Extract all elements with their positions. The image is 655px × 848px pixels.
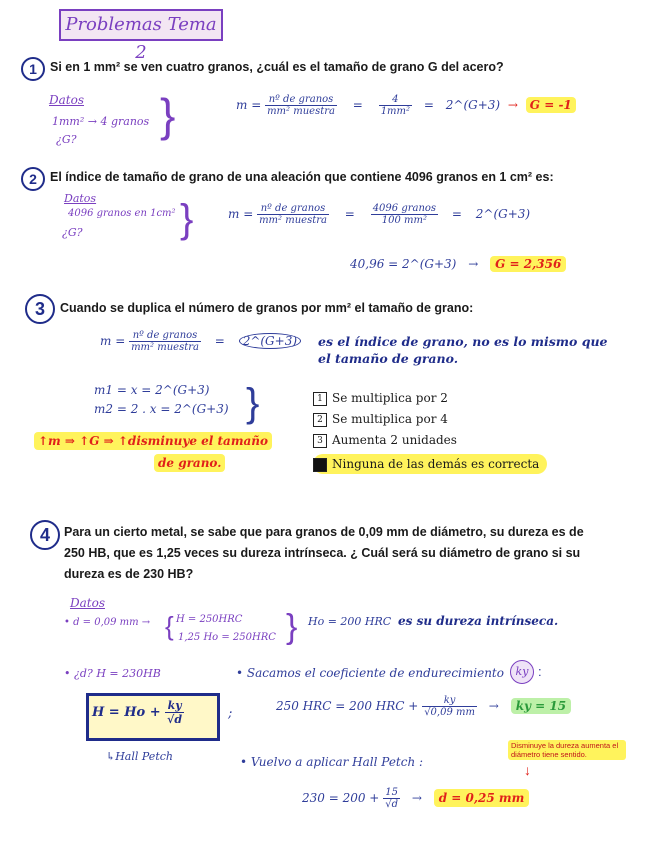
question-2-number: 2	[21, 167, 45, 191]
q2-val-num: 4096 granos	[372, 203, 437, 214]
q3-option-4-box[interactable]	[313, 458, 327, 472]
q2-datos-line2: ¿G?	[62, 226, 83, 239]
q1-frac-den: mm² muestra	[267, 106, 335, 117]
q3-m1: m1 = x = 2^(G+3)	[94, 383, 210, 397]
question-1-text: Si en 1 mm² se ven cuatro granos, ¿cuál es el tamaño de grano G del acero?	[50, 60, 504, 74]
q1-datos-label: Datos	[49, 93, 84, 107]
q4-step1: • Sacamos el coeficiente de endurecimiento	[236, 666, 504, 680]
q4-d1: • d = 0,09 mm →	[64, 617, 151, 628]
q4-ho: Ho = 200 HRC	[308, 615, 392, 628]
q4-eq2-arrow: →	[411, 791, 422, 805]
q1-power: 2^(G+3)	[445, 98, 501, 112]
q3-option-4-label: Ninguna de las demás es correcta	[332, 457, 540, 471]
q4-step2: • Vuelvo a aplicar Hall Petch :	[240, 755, 424, 769]
q1-brace: }	[160, 89, 176, 141]
question-3-text: Cuando se duplica el número de granos por mm² el tamaño de grano:	[60, 301, 474, 315]
q4-eq2-den: √d	[385, 799, 398, 810]
q1-value-fraction	[379, 94, 412, 117]
q1-val-num: 4	[379, 94, 412, 106]
q3-eq2: =	[214, 334, 225, 348]
q2-eq3: =	[451, 207, 462, 221]
q2-equation	[228, 203, 530, 226]
q2-frac-den: mm² muestra	[259, 215, 327, 226]
q2-val-den: 100 mm²	[381, 215, 427, 226]
q2-eq2: =	[344, 207, 355, 221]
q4-note: Disminuye la dureza aumenta el diámetro tiene sentido.	[508, 740, 626, 760]
q2-frac-num: nº de granos	[257, 203, 329, 215]
question-4-text-line1: Para un cierto metal, se sabe que para granos de 0,09 mm de diámetro, su dureza es de	[64, 525, 584, 539]
q1-result: G = -1	[526, 97, 576, 113]
question-2-text: El índice de tamaño de grano de una aleación que contiene 4096 granos en 1 cm² es:	[50, 170, 554, 184]
q1-frac-num: nº de granos	[265, 94, 337, 106]
q3-option-2[interactable]	[313, 412, 547, 433]
q4-ky-circle: ky	[510, 660, 534, 684]
q2-result-line	[350, 257, 566, 271]
q4-h1: H = 250HRC	[176, 614, 243, 625]
q1-eq3: =	[423, 98, 434, 112]
hall-petch-formula	[92, 699, 184, 726]
hp-left: H = Ho +	[92, 705, 161, 720]
q3-comment: es el índice de grano, no es lo mismo que el tamaño de grano.	[318, 334, 608, 366]
hp-den: √d	[167, 713, 183, 726]
q2-brace: }	[180, 197, 194, 241]
q3-conclusion-2-wrap	[154, 456, 225, 470]
q3-equation	[100, 330, 301, 353]
q3-option-2-label: Se multiplica por 4	[332, 412, 448, 426]
q1-datos-line2: ¿G?	[56, 133, 77, 146]
q3-conclusion-2: de grano.	[154, 454, 225, 472]
q3-option-3-label: Aumenta 2 unidades	[332, 433, 457, 447]
hall-petch-label: ↳Hall Petch	[106, 750, 173, 763]
q4-step1-colon: :	[538, 664, 542, 679]
q1-val-den: 1mm²	[380, 106, 411, 117]
question-1-number: 1	[21, 57, 45, 81]
q4-d2: • ¿d? H = 230HB	[64, 667, 161, 680]
q2-power: 2^(G+3)	[475, 207, 531, 221]
q1-fraction	[265, 94, 337, 117]
question-4-number: 4	[30, 520, 60, 550]
hp-num: ky	[165, 699, 184, 713]
q2-fraction	[257, 203, 329, 226]
q1-eq2: =	[352, 98, 363, 112]
q3-frac-num: nº de granos	[129, 330, 201, 342]
q4-eq2-result: d = 0,25 mm	[434, 789, 530, 807]
q2-arrow: →	[468, 257, 479, 271]
q3-frac-den: mm² muestra	[131, 342, 199, 353]
q4-eq2-left: 230 = 200 +	[302, 791, 380, 805]
q3-option-3[interactable]	[313, 433, 547, 454]
q2-result: G = 2,356	[490, 256, 566, 272]
q3-options	[313, 391, 547, 474]
q4-eq2-num: 15	[383, 787, 400, 799]
q4-equation-1	[276, 695, 571, 718]
q4-h2: 1,25 Ho = 250HRC	[178, 632, 276, 643]
q3-option-2-box[interactable]: 2	[313, 413, 327, 427]
q3-conclusion-1: ↑m ⇒ ↑G ⇒ ↑disminuye el tamaño	[34, 432, 272, 450]
q3-m-eq: m =	[100, 334, 126, 348]
q3-option-1-label: Se multiplica por 2	[332, 391, 448, 405]
q1-m-eq: m =	[236, 98, 262, 112]
q4-eq1-fraction	[422, 695, 477, 718]
q3-option-3-box[interactable]: 3	[313, 434, 327, 448]
question-4-text-line2: 250 HB, que es 1,25 veces su dureza intrínseca. ¿ Cuál será su diámetro de grano si su	[64, 546, 581, 560]
q4-note-arrow: ↓	[524, 762, 531, 778]
page-title: Problemas Tema 2	[59, 9, 223, 41]
q4-eq1-left: 250 HRC = 200 HRC +	[276, 699, 419, 713]
q3-conclusion	[34, 434, 272, 448]
q3-option-1[interactable]	[313, 391, 547, 412]
q2-datos-line1: 4096 granos en 1cm²	[68, 208, 176, 219]
q4-datos-label: Datos	[70, 596, 105, 610]
q3-power: 2^(G+3)	[239, 333, 301, 349]
hp-semicolon: ;	[228, 706, 233, 721]
q4-eq1-arrow: →	[488, 699, 499, 713]
q4-eq2-fraction	[383, 787, 400, 810]
question-3-number: 3	[25, 294, 55, 324]
q4-inner-brace: {	[165, 611, 174, 641]
q3-option-4[interactable]	[313, 454, 547, 474]
q4-eq1-result: ky = 15	[511, 698, 571, 714]
q3-fraction	[129, 330, 201, 353]
hp-fraction	[165, 699, 184, 726]
q2-value-fraction	[371, 203, 438, 226]
q4-brace: }	[286, 608, 298, 646]
q2-datos-label: Datos	[64, 192, 97, 205]
q4-eq1-num: ky	[422, 695, 477, 707]
q2-m-eq: m =	[228, 207, 254, 221]
q1-equation	[236, 94, 576, 117]
q4-eq1-den: √0,09 mm	[424, 707, 475, 718]
question-4-text-line3: dureza es de 230 HB?	[64, 567, 194, 581]
q1-datos-line1: 1mm² → 4 granos	[52, 115, 150, 128]
q3-brace: }	[246, 381, 260, 425]
q4-ho-comment: es su dureza intrínseca.	[398, 614, 559, 628]
q3-option-1-box[interactable]: 1	[313, 392, 327, 406]
q4-equation-2	[302, 787, 529, 810]
q3-m2: m2 = 2 . x = 2^(G+3)	[94, 402, 229, 416]
q1-arrow: →	[507, 98, 518, 112]
q2-line2: 40,96 = 2^(G+3)	[350, 257, 457, 271]
